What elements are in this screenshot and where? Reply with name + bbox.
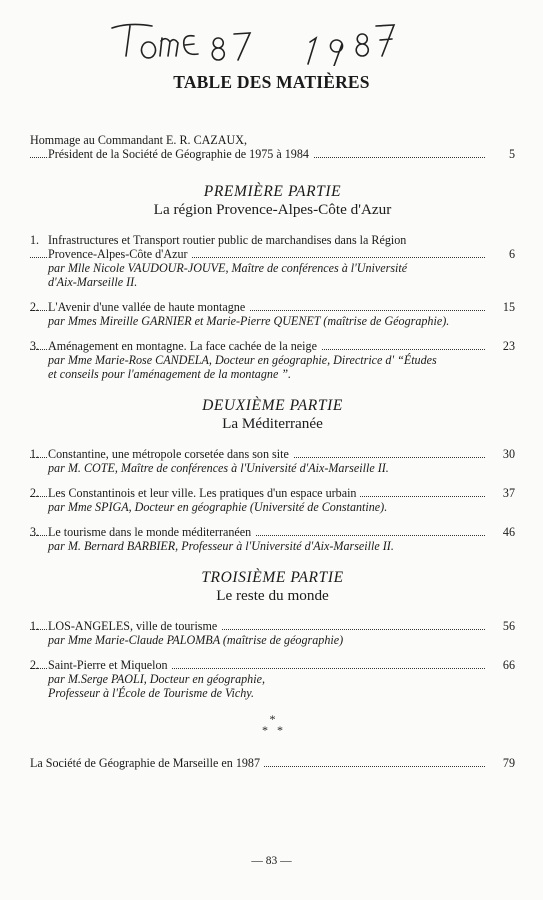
entry-number: 2. [30, 300, 40, 314]
part-heading: TROISIÈME PARTIE [201, 569, 344, 586]
entry-title-line: Président de la Société de Géographie de 1975 à 1984 5 [30, 147, 515, 161]
entry-title-line: La Société de Géographie de Marseille en 1987 79 [30, 756, 515, 770]
part-heading: PREMIÈRE PARTIE [203, 183, 342, 200]
entry-author: par Mme SPIGA, Docteur en géographie (Université de Constantine). [48, 500, 388, 514]
entry-author: par Mmes Mireille GARNIER et Marie-Pierre QUENET (maîtrise de Géographie). [48, 314, 450, 328]
entry-author: par Mme Marie-Rose CANDELA, Docteur en géographie, Directrice d' “Études [48, 353, 437, 367]
entry-author: par M. COTE, Maître de conférences à l'Université d'Aix-Marseille II. [48, 461, 389, 475]
part-heading: DEUXIÈME PARTIE [202, 397, 343, 414]
entry-number: 3. [30, 525, 40, 539]
entry-title-line: Le tourisme dans le monde méditerranéen 46 [30, 525, 515, 539]
entry-title-line: L'Avenir d'une vallée de haute montagne 15 [30, 300, 515, 314]
entry-title-line: Les Constantinois et leur ville. Les pratiques d'un espace urbain 37 [30, 486, 515, 500]
toc-entry [30, 233, 515, 289]
entry-title: Hommage au Commandant E. R. CAZAUX, [30, 133, 247, 147]
part-subtitle: La Méditerranée [222, 415, 323, 432]
entry-number: 2. [30, 658, 40, 672]
page-number: 66 [491, 658, 515, 672]
toc-entry [30, 525, 515, 553]
entry-author: et conseils pour l'aménagement de la montagne ”. [48, 367, 292, 381]
table-of-contents [30, 133, 515, 770]
toc-entry [30, 486, 515, 514]
entry-title-line: Saint-Pierre et Miquelon 66 [30, 658, 515, 672]
page-number: 6 [491, 247, 515, 261]
part-subtitle: Le reste du monde [216, 587, 329, 604]
toc-entry [30, 339, 515, 381]
page-number: 5 [491, 147, 515, 161]
page-footer: — 83 — [251, 855, 292, 867]
entry-author: par M. Bernard BARBIER, Professeur à l'Université d'Aix-Marseille II. [48, 539, 394, 553]
toc-entry-closing [30, 756, 515, 770]
toc-entry [30, 300, 515, 328]
page-number: 56 [491, 619, 515, 633]
entry-number: 1. [30, 619, 40, 633]
page-number: 46 [491, 525, 515, 539]
page-number: 15 [491, 300, 515, 314]
handwritten-annotation [110, 16, 440, 66]
entry-title-line: Aménagement en montagne. La face cachée de la neige 23 [30, 339, 515, 353]
entry-title-line: Constantine, une métropole corsetée dans son site 30 [30, 447, 515, 461]
entry-number: 1. [30, 447, 40, 461]
entry-title-line: LOS-ANGELES, ville de tourisme 56 [30, 619, 515, 633]
entry-number: 1. [30, 233, 40, 247]
entry-author: par Mlle Nicole VAUDOUR-JOUVE, Maître de conférences à l'Université [48, 261, 408, 275]
page-number: 30 [491, 447, 515, 461]
page-number: 79 [491, 756, 515, 770]
entry-author: par Mme Marie-Claude PALOMBA (maîtrise de géographie) [48, 633, 344, 647]
entry-title-line: Provence-Alpes-Côte d'Azur 6 [30, 247, 515, 261]
page-number: 23 [491, 339, 515, 353]
toc-entry [30, 619, 515, 647]
entry-number: 3. [30, 339, 40, 353]
entry-author: d'Aix-Marseille II. [48, 275, 138, 289]
section-separator: * * * [262, 712, 283, 737]
part-subtitle: La région Provence-Alpes-Côte d'Azur [153, 201, 392, 218]
entry-title: Infrastructures et Transport routier public de marchandises dans la Région [48, 233, 407, 247]
toc-entry [30, 447, 515, 475]
entry-author: par M.Serge PAOLI, Docteur en géographie, [48, 672, 265, 686]
toc-entry-hommage [30, 133, 515, 161]
page-title: TABLE DES MATIÈRES [173, 72, 370, 92]
entry-author: Professeur à l'École de Tourisme de Vichy. [48, 686, 255, 700]
entry-number: 2. [30, 486, 40, 500]
page-number: 37 [491, 486, 515, 500]
toc-entry [30, 658, 515, 700]
